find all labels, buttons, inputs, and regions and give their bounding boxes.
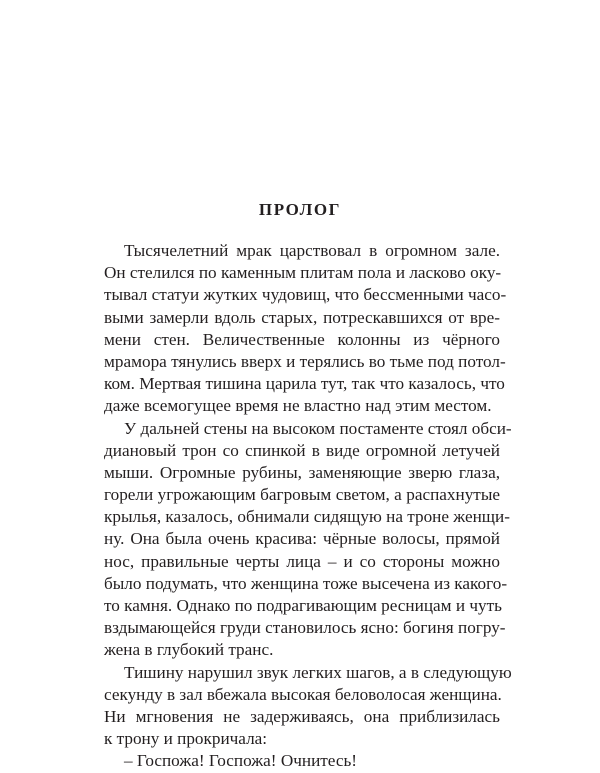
text-line: секунду в зал вбежала высокая беловолосая женщина. [104,684,502,704]
text-line: Тысячелетний мрак царствовал в огромном зале. [124,241,500,260]
text-line: то камня. Однако по подрагивающим ресницам и чуть [104,596,502,615]
text-line: тывал статуи жутких чудовищ, что бессменными часо- [104,285,507,305]
text-line: было подумать, что женщина тоже высечена из какого- [104,573,508,593]
text-line: даже всемогущее время не властно над этим местом. [104,396,492,416]
text-line: Тишину нарушил звук легких шагов, а в следующую [124,662,512,682]
text-line: крылья, казалось, обнимали сидящую на троне женщи- [104,507,510,527]
chapter-title: ПРОЛОГ [258,200,342,219]
text-line: диановый трон со спинкой в виде огромной летучей [104,440,500,460]
text-line: выми замерли вдоль старых, потрескавшихся от вре- [104,307,500,327]
text-line: мыши. Огромные рубины, заменяющие зверю глаза, [104,462,500,482]
paragraph [104,240,507,418]
text-line: нос, правильные черты лица – и со стороны можно [104,551,500,571]
text-line: мрамора тянулись вверх и терялись во тьме под потол- [104,351,506,371]
text-line: У дальней стены на высоком постаменте стоял обси- [124,418,512,438]
paragraph [104,662,512,751]
text-line: ну. Она была очень красива: чёрные волосы, прямой [104,529,500,549]
text-line: Он стелился по каменным плитам пола и ласково оку- [104,263,502,283]
text-line: вздымающейся груди становилось ясно: богиня погру- [104,618,506,638]
text-line: горели угрожающим багровым светом, а распахнутые [104,485,500,505]
body-text [104,240,512,773]
text-line: мени стен. Величественные колонны из чёрного [104,329,500,349]
paragraph [104,418,512,662]
paragraph [104,750,500,772]
text-line: жена в глубокий транс. [104,640,274,660]
text-line: к трону и прокричала: [104,729,268,749]
text-line: ком. Мертвая тишина царила тут, так что казалось, что [104,374,505,394]
text-line: Ни мгновения не задерживаясь, она приблизилась [104,706,500,726]
text-line: – Госпожа! Госпожа! Очнитесь! [124,751,358,771]
